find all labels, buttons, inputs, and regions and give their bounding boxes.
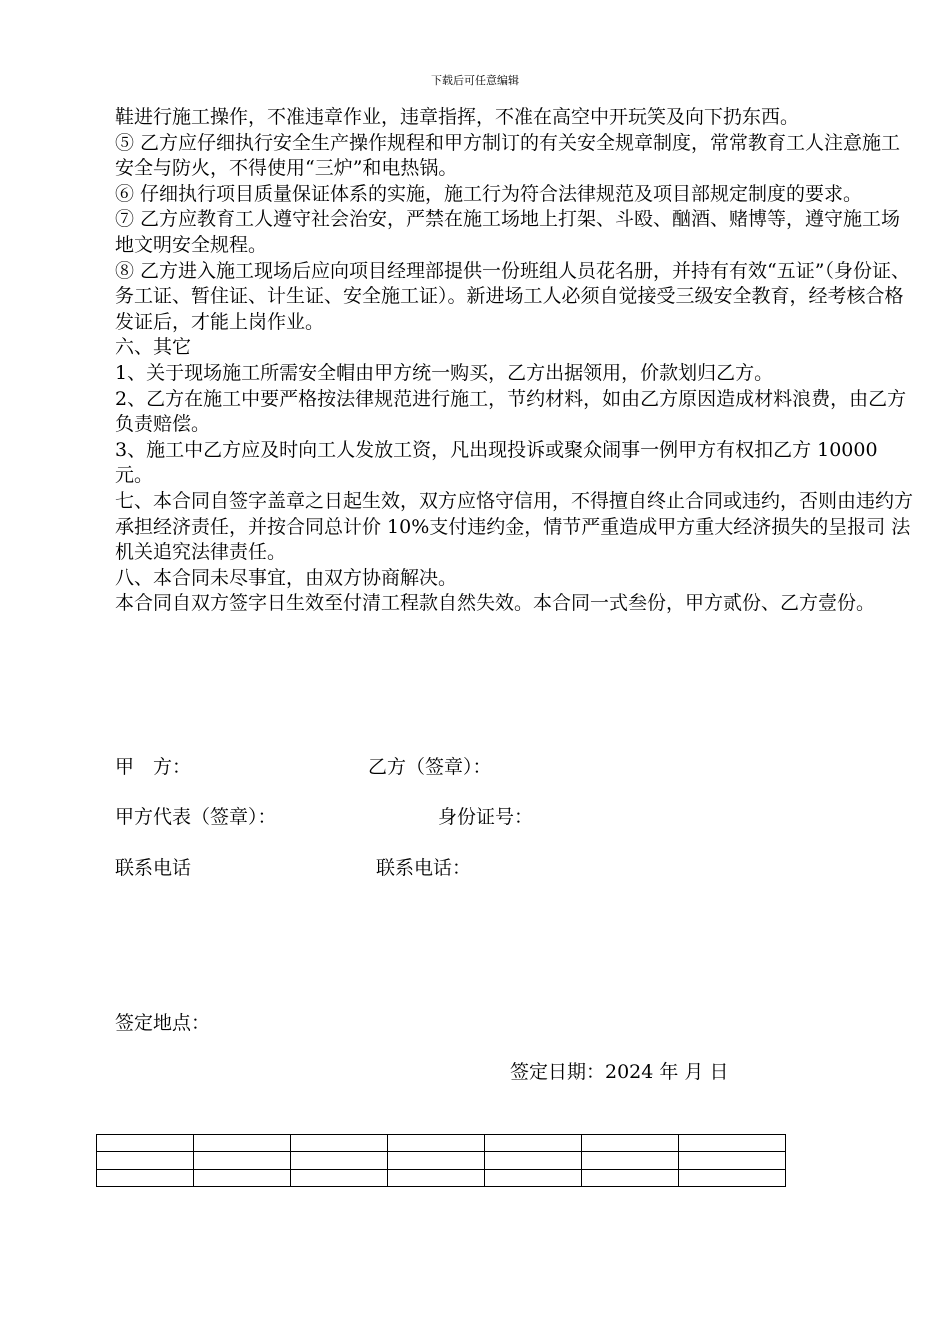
party-a-label: 甲 方： (115, 756, 192, 778)
paragraph-other-1: 1、关于现场施工所需安全帽由甲方统一购买，乙方出据领用，价款划归乙方。 (115, 361, 774, 384)
header-note: 下载后可任意编辑 (431, 74, 519, 87)
table-cell (194, 1152, 291, 1169)
signing-date-label: 签定日期：2024 年 月 日 (510, 1061, 729, 1083)
paragraph-other-2: 2、乙方在施工中要严格按法律规范进行施工，节约材料，如由乙方原因造成材料浪费，由乙方负责赔偿。 (115, 387, 907, 436)
contract-body (115, 105, 915, 617)
paragraph-other-3: 3、施工中乙方应及时向工人发放工资，凡出现投诉或聚众闹事一例甲方有权扣乙方 10000 元。 (115, 438, 878, 487)
paragraph-validity: 本合同自双方签字日生效至付清工程款自然失效。本合同一式叁份，甲方贰份、乙方壹份。 (115, 592, 876, 615)
table-row (97, 1135, 786, 1152)
table-cell (679, 1135, 786, 1152)
table-cell (582, 1135, 679, 1152)
id-number-label: 身份证号： (438, 806, 534, 828)
paragraph-safety-conduct: 鞋进行施工操作，不准违章作业，违章指挥，不准在高空中开玩笑及向下扔东西。 (115, 106, 800, 128)
table-cell (388, 1135, 485, 1152)
table-cell (485, 1135, 582, 1152)
table-cell (485, 1169, 582, 1186)
table-cell (291, 1169, 388, 1186)
paragraph-item-5: ⑤ 乙方应仔细执行安全生产操作规程和甲方制订的有关安全规章制度，常常教育工人注意施工安全与防火，不得使用“三炉”和电热锅。 (115, 131, 901, 180)
table-cell (97, 1152, 194, 1169)
table-cell (291, 1152, 388, 1169)
paragraph-item-6: ⑥ 仔细执行项目质量保证体系的实施，施工行为符合法律规范及项目部规定制度的要求。 (115, 182, 863, 205)
table-cell (582, 1152, 679, 1169)
paragraph-section-8: 八、本合同未尽事宜，由双方协商解决。 (115, 566, 458, 589)
table-cell (582, 1169, 679, 1186)
table-cell (485, 1152, 582, 1169)
section-heading-other: 六、其它 (115, 336, 192, 359)
table-cell (679, 1169, 786, 1186)
table-cell (97, 1169, 194, 1186)
table-row (97, 1152, 786, 1169)
phone-b-label: 联系电话： (376, 857, 472, 879)
table-cell (194, 1135, 291, 1152)
table-row (97, 1169, 786, 1186)
table-cell (388, 1152, 485, 1169)
table-cell (388, 1169, 485, 1186)
paragraph-item-8: ⑧ 乙方进入施工现场后应向项目经理部提供一份班组人员花名册，并持有有效“五证”（身份证、务工证、暂住证、计生证、安全施工证）。新进场工人必须自觉接受三级安全教育，经考核合格发证后，才能上岗作业。 (115, 259, 910, 333)
table-cell (291, 1135, 388, 1152)
paragraph-section-7: 七、本合同自签字盖章之日起生效，双方应恪守信用，不得擅自终止合同或违约，否则由违约方承担经济责任，并按合同总计价 10%支付违约金，情节严重造成甲方重大经济损失的呈报司 法机关追究法律责任。 (115, 489, 914, 564)
phone-a-label: 联系电话 (115, 857, 192, 879)
party-b-label: 乙方（签章）： (368, 756, 492, 778)
party-a-rep-label: 甲方代表（签章）： (115, 806, 277, 828)
signing-place-label: 签定地点： (115, 1012, 211, 1034)
table-cell (194, 1169, 291, 1186)
blank-grid-table (96, 1134, 786, 1187)
paragraph-item-7: ⑦ 乙方应教育工人遵守社会治安，严禁在施工场地上打架、斗殴、酗酒、赌博等，遵守施工场地文明安全规程。 (115, 208, 901, 256)
table-cell (679, 1152, 786, 1169)
table-cell (97, 1135, 194, 1152)
